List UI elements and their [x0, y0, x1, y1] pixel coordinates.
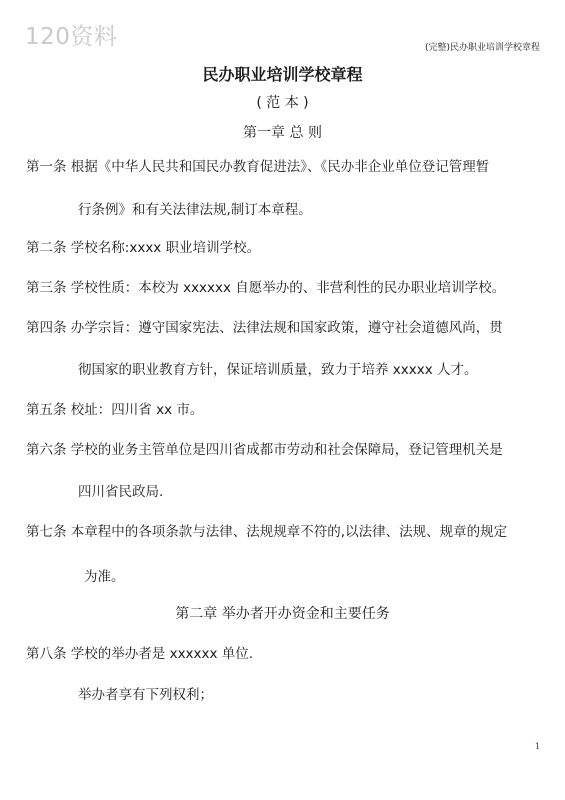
article-8-rights-intro: 举办者享有下列权利；	[78, 687, 213, 703]
document-title: 民办职业培训学校章程	[202, 65, 363, 84]
article-1-line-1: 第一条 根据《中华人民共和国民办教育促进法》、《民办非企业单位登记管理暂	[26, 159, 490, 175]
article-1-line-2: 行条例》和有关法律法规,制订本章程。	[78, 202, 312, 218]
article-6-line-2: 四川省民政局.	[78, 484, 164, 500]
article-5: 第五条 校址：四川省 xx 市。	[26, 402, 204, 418]
header-note: (完整)民办职业培训学校章程	[424, 43, 540, 53]
article-6-line-1: 第六条 学校的业务主管单位是四川省成都市劳动和社会保障局，登记管理机关是	[26, 442, 503, 458]
article-7-line-1: 第七条 本章程中的各项条款与法律、法规规章不符的,以法律、法规、规章的规定	[26, 524, 508, 540]
chapter-1-heading: 第一章 总 则	[243, 125, 322, 141]
article-8: 第八条 学校的举办者是 xxxxxx 单位.	[26, 646, 254, 662]
article-4-line-2: 彻国家的职业教育方针，保证培训质量，致力于培养 xxxxx 人才。	[78, 362, 478, 378]
chapter-2-heading: 第二章 举办者开办资金和主要任务	[175, 606, 390, 622]
article-7-line-2: 为准。	[84, 569, 125, 585]
article-3: 第三条 学校性质：本校为 xxxxxx 自愿举办的、非营利性的民办职业培训学校。	[26, 280, 506, 296]
document-subtitle: ( 范 本 )	[256, 95, 309, 111]
page-number: 1	[534, 742, 540, 751]
article-4-line-1: 第四条 办学宗旨：遵守国家宪法、法律法规和国家政策，遵守社会道德风尚，贯	[26, 320, 503, 336]
article-2: 第二条 学校名称:xxxx 职业培训学校。	[26, 240, 261, 256]
watermark: 120资料	[25, 24, 118, 50]
